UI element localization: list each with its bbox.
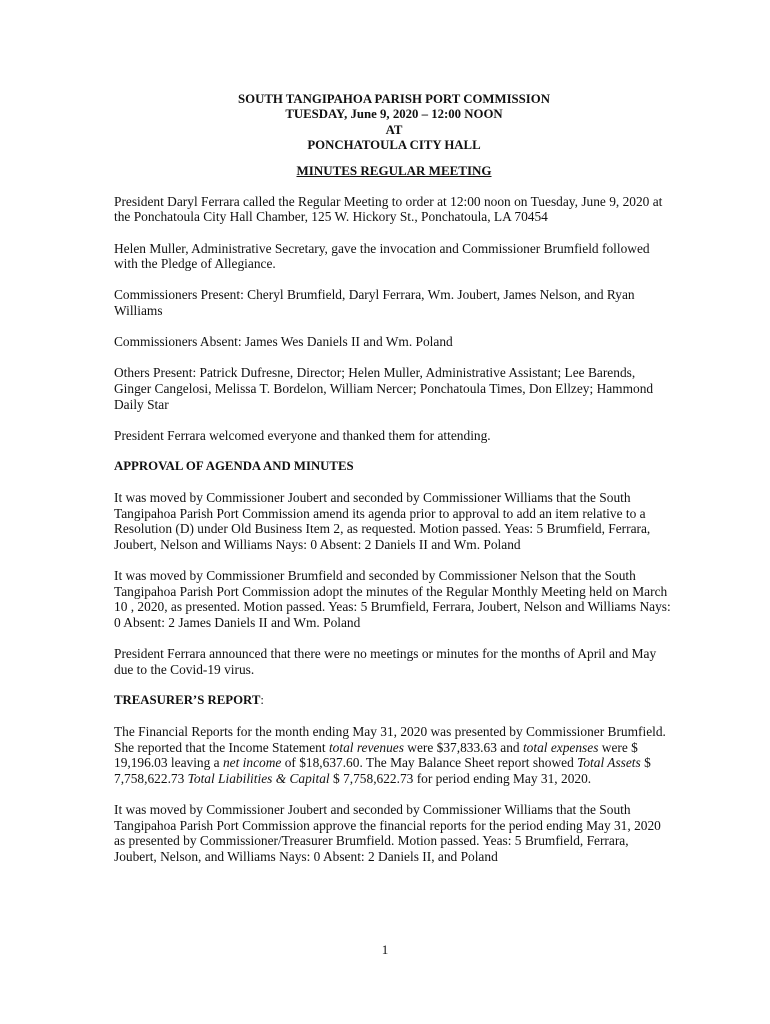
document-header — [114, 92, 674, 154]
header-location: PONCHATOULA CITY HALL — [307, 138, 481, 153]
report-text-6: $ 7,758,622.73 for period ending May 31, 2020. — [329, 770, 592, 786]
report-total-liabilities-capital: Total Liabilities & Capital — [187, 770, 330, 786]
paragraph-financial-motion: It was moved by Commissioner Joubert and seconded by Commissioner Williams that the South Tangipahoa Parish Port Commission approve the financial reports for the period ending May 31, 2020 as presented by Commissioner/Treasurer Brumfield. Motion passed. Yeas: 5 Brumfield, Ferrara, Joubert, Nelson, and Williams Nays: 0 Absent: 2 Daniels II, and Poland — [114, 801, 661, 864]
paragraph-call-to-order: President Daryl Ferrara called the Regular Meeting to order at 12:00 noon on Tuesday, June 9, 2020 at the Ponchatoula City Hall Chamber, 125 W. Hickory St., Ponchatoula, LA 70454 — [114, 193, 663, 225]
document-page — [114, 92, 674, 864]
report-text-2: were $37,833.63 and — [403, 739, 523, 755]
paragraph-invocation: Helen Muller, Administrative Secretary, gave the invocation and Commissioner Brumfield followed with the Pledge of Allegiance. — [114, 240, 650, 272]
page-number: 1 — [381, 942, 389, 957]
document-title: MINUTES REGULAR MEETING — [296, 162, 492, 178]
report-total-expenses: total expenses — [522, 739, 599, 755]
paragraph-others-present: Others Present: Patrick Dufresne, Director; Helen Muller, Administrative Assistant; Lee Barends, Ginger Cangelosi, Melissa T. Bordelon, William Nercer; Ponchatoula Times, Don Ellzey; Hammond Daily Star — [114, 365, 654, 412]
paragraph-commissioners-present: Commissioners Present: Cheryl Brumfield, Daryl Ferrara, Wm. Joubert, James Nelson, and Ryan Williams — [114, 287, 635, 318]
report-text-1: The Financial Reports for the month ending May 31, 2020 was presented by Commissioner Brumfield. She reported that the Income Statement — [114, 724, 666, 755]
header-date-time: TUESDAY, June 9, 2020 – 12:00 NOON — [285, 107, 503, 122]
report-total-assets: Total Assets — [577, 755, 641, 771]
report-text-3: were $ 19,196.03 leaving a — [114, 739, 638, 771]
paragraph-covid-announcement: President Ferrara announced that there were no meetings or minutes for the months of April and May due to the Covid-19 virus. — [114, 646, 657, 677]
heading-treasurer-report — [114, 693, 674, 709]
paragraph-commissioners-absent: Commissioners Absent: James Wes Daniels II and Wm. Poland — [114, 334, 453, 350]
paragraph-minutes-motion: It was moved by Commissioner Brumfield and seconded by Commissioner Nelson that the South Tangipahoa Parish Port Commission adopt the minutes of the Regular Monthly Meeting held on March 10 , 2020, as presented. Motion passed. Yeas: 5 Brumfield, Ferrara, Joubert, Nelson and Williams Nays: 0 Absent: 2 James Daniels II and Wm. Poland — [114, 568, 671, 630]
paragraph-agenda-motion: It was moved by Commissioner Joubert and seconded by Commissioner Williams that the South Tangipahoa Parish Port Commission amend its agenda prior to approval to add an item relative to a Resolution (D) under Old Business Item 2, as requested. Motion passed. Yeas: 5 Brumfield, Ferrara, Joubert, Nelson and Williams Nays: 0 Absent: 2 Daniels II and Wm. Poland — [114, 490, 651, 552]
report-net-income: net income — [222, 755, 282, 771]
header-commission-name: SOUTH TANGIPAHOA PARISH PORT COMMISSION — [238, 92, 550, 106]
heading-approval-agenda-minutes: APPROVAL OF AGENDA AND MINUTES — [114, 458, 354, 473]
heading-treasurer-report-text: TREASURER’S REPORT — [114, 692, 261, 707]
paragraph-financial-report — [114, 724, 674, 786]
paragraph-welcome: President Ferrara welcomed everyone and thanked them for attending. — [114, 427, 491, 443]
report-text-4: of $18,637.60. The May Balance Sheet report showed — [281, 755, 578, 771]
report-text-5: $ 7,758,622.73 — [114, 755, 651, 786]
report-total-revenues: total revenues — [328, 739, 404, 755]
heading-treasurer-colon: : — [260, 692, 264, 707]
header-at: AT — [385, 122, 403, 137]
